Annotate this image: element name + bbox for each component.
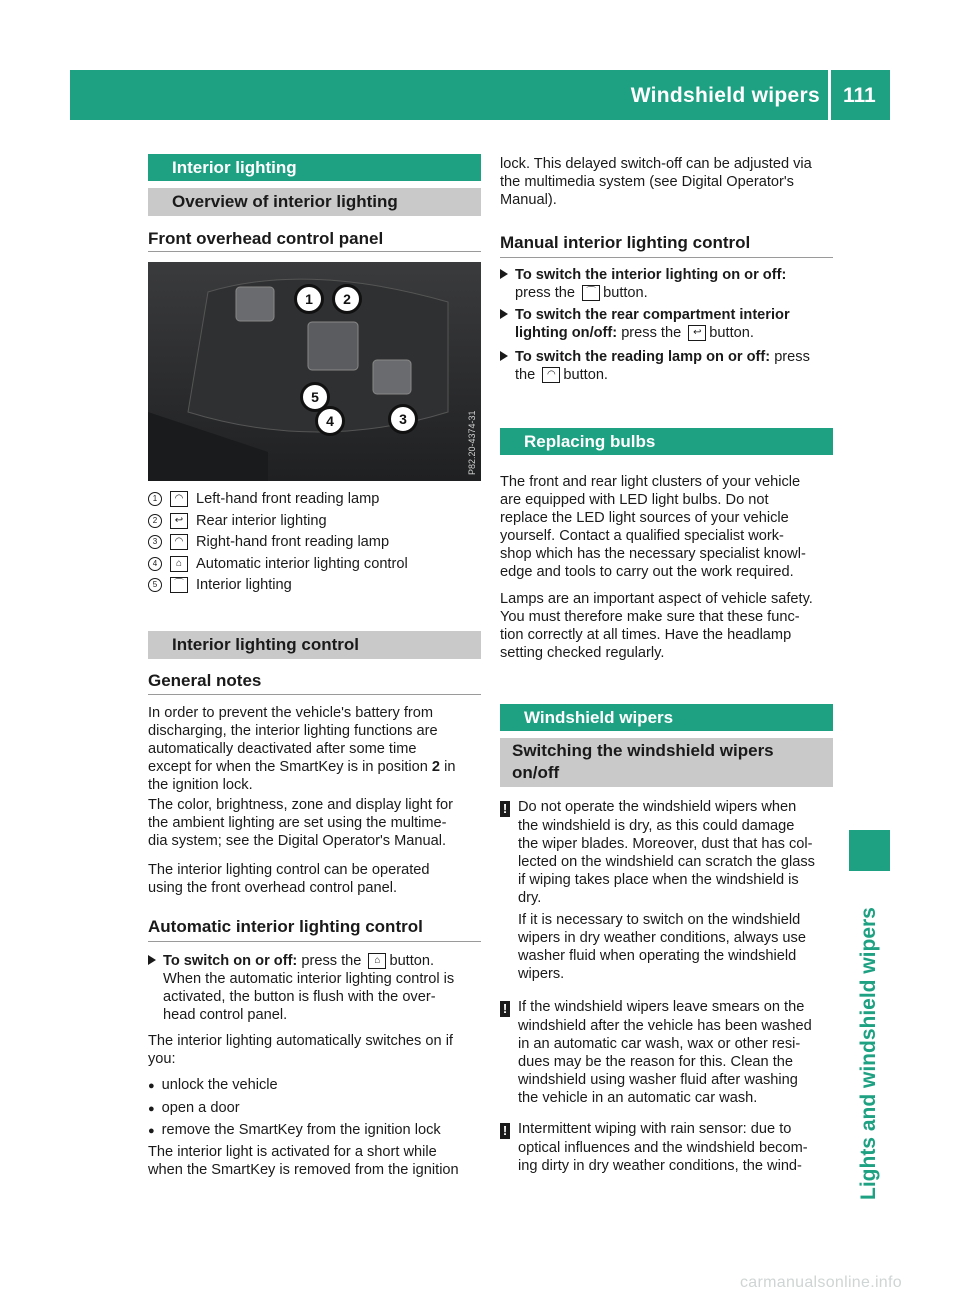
legend-text: Automatic interior lighting control <box>196 556 408 572</box>
rear-interior-icon: ↩ <box>688 325 706 341</box>
rule <box>148 251 481 252</box>
paragraph <box>148 861 488 897</box>
text: the <box>515 367 536 383</box>
legend-item-4 <box>148 555 408 573</box>
line: edge and tools to carry out the work required. <box>500 564 794 580</box>
text: in <box>444 759 456 775</box>
step-arrow-icon <box>500 351 508 361</box>
line <box>500 324 840 342</box>
line: the windshield is dry, as this could damage <box>518 818 795 834</box>
line: yourself. Contact a qualified specialist work- <box>500 528 784 544</box>
paragraph <box>500 473 840 581</box>
rule <box>148 941 481 942</box>
line: The interior lighting automatically switches on if <box>148 1033 453 1049</box>
subsection-title-line: Switching the windshield wipers <box>512 741 774 760</box>
heading-manual-control: Manual interior lighting control <box>500 233 751 252</box>
legend-item-2 <box>148 512 327 530</box>
line <box>500 798 840 817</box>
step-label: To switch on or off: <box>163 953 298 969</box>
side-tab-label <box>849 900 890 1210</box>
line: activated, the button is flush with the over- <box>163 989 436 1005</box>
subsection-lighting-control: Interior lighting control <box>148 631 481 659</box>
line: wipers. <box>518 966 565 982</box>
legend-item-5 <box>148 576 292 594</box>
line: when the SmartKey is removed from the ignition <box>148 1162 459 1178</box>
interior-light-icon: ⌒ <box>582 285 600 301</box>
num-1: 1 <box>148 492 162 506</box>
line: setting checked regularly. <box>500 645 665 661</box>
legend-text: Rear interior lighting <box>196 513 327 529</box>
line: If it is necessary to switch on the windshield <box>518 912 801 928</box>
rear-interior-icon: ↩ <box>170 513 188 529</box>
overhead-control-panel-photo <box>148 262 481 481</box>
warning-note <box>500 998 840 1107</box>
step-label: To switch the rear compartment interior <box>515 307 790 323</box>
page-number: 111 <box>843 84 876 107</box>
paragraph <box>500 590 840 662</box>
reading-lamp-icon: ◠ <box>542 367 560 383</box>
legend-text: Right-hand front reading lamp <box>196 534 390 550</box>
bullet-icon: ● <box>148 1102 155 1115</box>
auto-lighting-icon: ⌂ <box>368 953 386 969</box>
line: washer fluid when operating the windshield <box>518 948 797 964</box>
line <box>500 366 840 384</box>
warning-note-continued <box>500 911 840 983</box>
auto-lighting-icon: ⌂ <box>170 556 188 572</box>
line <box>148 952 488 970</box>
line <box>500 284 840 302</box>
side-tab-text: Lights and windshield wipers <box>857 907 880 1200</box>
line: using the front overhead control panel. <box>148 880 398 896</box>
photo-code: P82.20-4374-31 <box>467 410 477 475</box>
num-3: 3 <box>148 535 162 549</box>
legend-item-3 <box>148 533 389 551</box>
callout-4: 4 <box>315 406 345 436</box>
line: head control panel. <box>163 1007 288 1023</box>
heading-front-panel: Front overhead control panel <box>148 229 384 248</box>
subsection-switching-wipers <box>500 738 833 787</box>
line: wipers in dry weather conditions, always use <box>518 930 806 946</box>
warning-note <box>500 798 840 907</box>
interior-light-icon: ⌒ <box>170 577 188 593</box>
line: automatically deactivated after some time <box>148 741 417 757</box>
section-replacing-bulbs: Replacing bulbs <box>500 428 833 455</box>
line: lected on the windshield can scratch the glass <box>518 854 815 870</box>
list-item <box>148 1120 488 1143</box>
num-2: 2 <box>148 514 162 528</box>
text: open a door <box>161 1099 240 1116</box>
subsection-overview: Overview of interior lighting <box>148 188 481 216</box>
paragraph <box>148 704 488 794</box>
line: shop which has the necessary specialist knowl- <box>500 546 806 562</box>
line: windshield using washer fluid after washing <box>518 1072 798 1088</box>
bullet-icon: ● <box>148 1080 155 1092</box>
instruction-step <box>500 348 840 384</box>
line: the ignition lock. <box>148 777 253 793</box>
rule <box>148 694 481 695</box>
side-tab-marker <box>849 830 890 871</box>
line: lock. This delayed switch-off can be adjusted via <box>500 156 812 172</box>
heading-general-notes: General notes <box>148 671 262 690</box>
text: press the <box>515 285 576 301</box>
line: the vehicle in an automatic car wash. <box>518 1090 758 1106</box>
text: Do not operate the windshield wipers when <box>518 799 797 815</box>
line: in an automatic car wash, wax or other resi- <box>518 1036 801 1052</box>
rule <box>500 257 833 258</box>
header-divider <box>828 70 831 120</box>
section-interior-lighting: Interior lighting <box>148 154 481 181</box>
line: dia system; see the Digital Operator's Manual. <box>148 833 447 849</box>
paragraph <box>148 1032 488 1068</box>
line: You must therefore make sure that these func- <box>500 609 800 625</box>
line: dry. <box>518 890 542 906</box>
text: press the <box>301 953 362 969</box>
watermark: carmanualsonline.info <box>740 1274 902 1291</box>
warning-icon: ! <box>500 1123 510 1139</box>
line: The color, brightness, zone and display light for <box>148 797 454 813</box>
line: The front and rear light clusters of your vehicle <box>500 474 801 490</box>
line <box>500 306 840 324</box>
line: the ambient lighting are set using the multime- <box>148 815 447 831</box>
warning-note <box>500 1120 840 1175</box>
reading-lamp-icon: ◠ <box>170 491 188 507</box>
line: dues may be the reason for this. Clean the <box>518 1054 794 1070</box>
line <box>500 998 840 1017</box>
reading-lamp-icon: ◠ <box>170 534 188 550</box>
line: the wiper blades. Moreover, dust that has col- <box>518 836 813 852</box>
line <box>500 1120 840 1139</box>
bullet-icon: ● <box>148 1125 155 1137</box>
line <box>500 348 840 366</box>
step-arrow-icon <box>148 955 156 965</box>
line: Manual). <box>500 192 557 208</box>
line: In order to prevent the vehicle's battery from <box>148 705 434 721</box>
callout-5: 5 <box>300 382 330 412</box>
legend-text: Left-hand front reading lamp <box>196 491 380 507</box>
text: press the <box>621 325 682 341</box>
line: ing dirty in dry weather conditions, the wind- <box>518 1158 802 1174</box>
header-title: Windshield wipers <box>630 84 820 107</box>
paragraph <box>148 1143 488 1179</box>
step-label: To switch the interior lighting on or off: <box>515 267 787 283</box>
text: If the windshield wipers leave smears on the <box>518 999 805 1015</box>
text: button. <box>563 367 608 383</box>
step-label: To switch the reading lamp on or off: <box>515 349 771 365</box>
legend-text: Interior lighting <box>196 577 292 593</box>
text: button. <box>603 285 648 301</box>
num-5: 5 <box>148 578 162 592</box>
text: button. <box>709 325 754 341</box>
text: unlock the vehicle <box>161 1077 278 1093</box>
line: windshield after the vehicle has been washed <box>518 1018 812 1034</box>
list-item <box>148 1075 488 1098</box>
line: The interior light is activated for a short while <box>148 1144 437 1160</box>
paragraph <box>500 155 840 209</box>
line: the multimedia system (see Digital Operator's <box>500 174 794 190</box>
step-label: lighting on/off: <box>515 325 618 341</box>
instruction-step <box>148 952 488 1024</box>
callout-2: 2 <box>332 284 362 314</box>
callout-1: 1 <box>294 284 324 314</box>
line: if wiping takes place when the windshield is <box>518 872 799 888</box>
text: Intermittent wiping with rain sensor: due to <box>518 1121 792 1137</box>
subsection-title-line: on/off <box>512 763 560 782</box>
instruction-step <box>500 266 840 302</box>
heading-automatic-control: Automatic interior lighting control <box>148 917 423 936</box>
line: you: <box>148 1051 176 1067</box>
paragraph <box>148 796 488 850</box>
line: discharging, the interior lighting functions are <box>148 723 438 739</box>
line <box>148 758 488 776</box>
line: Lamps are an important aspect of vehicle safety. <box>500 591 813 607</box>
warning-icon: ! <box>500 1001 510 1017</box>
line: replace the LED light sources of your vehicle <box>500 510 789 526</box>
text: remove the SmartKey from the ignition lock <box>161 1122 441 1138</box>
step-arrow-icon <box>500 269 508 279</box>
instruction-step <box>500 306 840 342</box>
text: except for when the SmartKey is in position <box>148 759 428 775</box>
line <box>500 266 840 284</box>
line: The interior lighting control can be operated <box>148 862 430 878</box>
list-item <box>148 1098 488 1121</box>
text: press <box>774 349 810 365</box>
step-arrow-icon <box>500 309 508 319</box>
legend-item-1 <box>148 490 379 508</box>
text: button. <box>389 953 435 969</box>
warning-icon: ! <box>500 801 510 817</box>
line: are equipped with LED light bulbs. Do not <box>500 492 769 508</box>
bullet-list <box>148 1075 488 1143</box>
num-4: 4 <box>148 557 162 571</box>
line: When the automatic interior lighting control is <box>163 971 455 987</box>
callout-3: 3 <box>388 404 418 434</box>
position-value: 2 <box>431 759 441 775</box>
section-windshield-wipers: Windshield wipers <box>500 704 833 731</box>
line: tion correctly at all times. Have the headlamp <box>500 627 792 643</box>
line: optical influences and the windshield becom- <box>518 1140 808 1156</box>
